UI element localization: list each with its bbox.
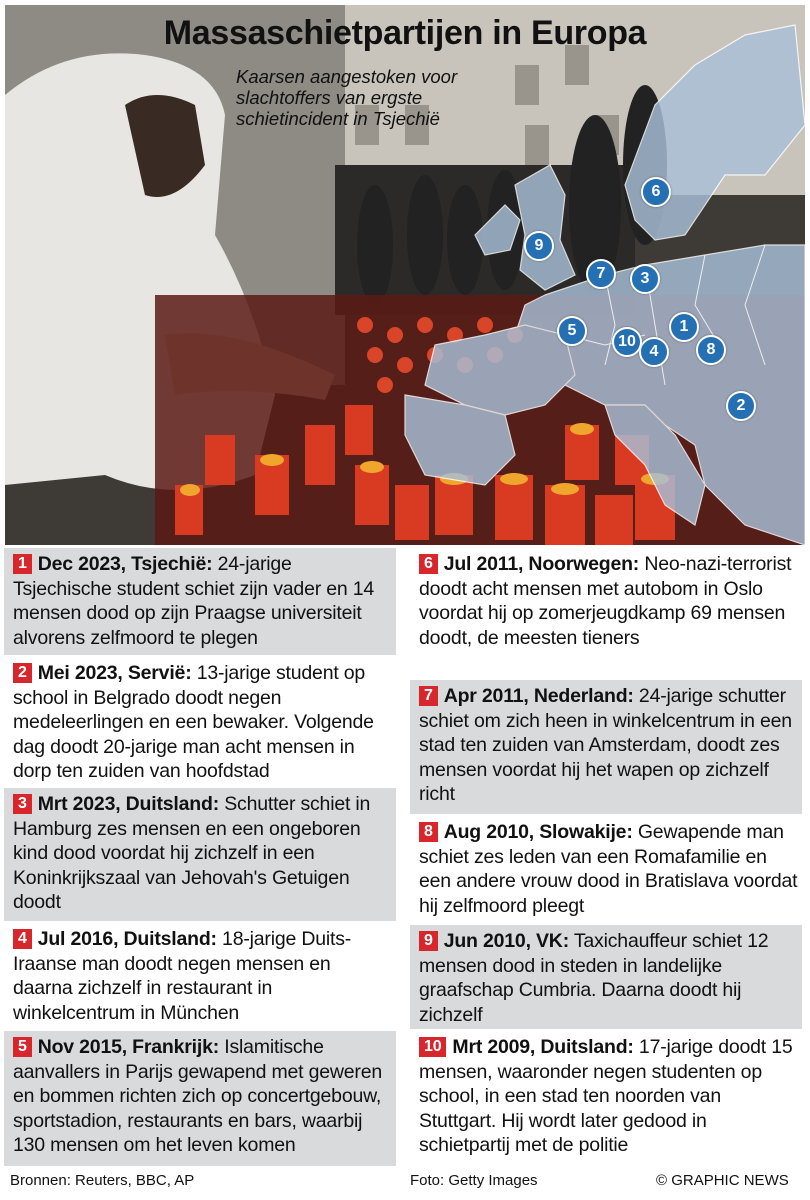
map-marker-8[interactable]: 8 [696,335,726,365]
incident-date-location: Aug 2010, Slowakije: [443,821,633,843]
map-marker-9[interactable]: 9 [524,231,554,261]
incident-description: Islamitische aanvallers in Parijs gewapend met geweren en bommen richten zich op concertgebouw, sportstadion, restaurants en bars, waarbij 130 mensen om het leven komen [13,1036,383,1156]
incident-description: 18-jarige Duits-Iraanse man doodt negen mensen en daarna zichzelf in restaurant in winkelcentrum in München [13,928,352,1024]
incident-number-badge: 6 [419,554,438,574]
incident-number-badge: 5 [13,1037,32,1057]
incident-date-location: Mei 2023, Servië: [37,662,192,684]
incident-date-location: Jul 2011, Noorwegen: [443,553,640,575]
incident-entry-2 [4,657,396,786]
incident-entry-4 [4,923,396,1029]
incident-description: Gewapende man schiet zes leden van een Romafamilie en een andere vrouw dood in Bratislava voordat hij zelfmoord pleegt [419,821,798,917]
map-marker-7[interactable]: 7 [586,259,616,289]
footer [0,1170,810,1194]
incident-entry-5 [4,1031,396,1166]
map-marker-5[interactable]: 5 [557,316,587,346]
photo-caption: Kaarsen aangestoken voor slachtoffers van ergste schietincident in Tsjechië [236,66,458,129]
incident-date-location: Mrt 2023, Duitsland: [37,793,219,815]
map-marker-10[interactable]: 10 [612,327,642,357]
incident-date-location: Nov 2015, Frankrijk: [37,1036,220,1058]
incident-date-location: Apr 2011, Nederland: [443,685,634,707]
incident-description: Schutter schiet in Hamburg zes mensen en een ongeboren kind dood voordat hij zichzelf in een Koninkrijkszaal van Jehovah's Getuigen doodt [13,793,371,913]
incident-number-badge: 4 [13,929,32,949]
incident-description: 17-jarige doodt 15 mensen, waaronder negen studenten op school, in een stad ten noorden van Stuttgart. Hij wordt later gedood in schietpartij met de politie [419,1036,793,1156]
incident-number-badge: 8 [419,822,438,842]
incident-entry-1 [4,548,396,655]
incident-date-location: Jun 2010, VK: [443,930,569,952]
incident-entry-8 [410,816,802,923]
incident-description: 24-jarige schutter schiet om zich heen in winkelcentrum in een stad ten zuiden van Amsterdam, doodt zes mensen voordat hij het wapen op zichzelf richt [419,685,792,805]
incident-number-badge: 1 [13,554,32,574]
map-marker-2[interactable]: 2 [726,391,756,421]
incident-entry-3 [4,788,396,921]
incident-entry-6 [410,548,802,678]
map-marker-1[interactable]: 1 [669,312,699,342]
map-marker-6[interactable]: 6 [641,177,671,207]
incident-date-location: Jul 2016, Duitsland: [37,928,217,950]
incident-entry-7 [410,680,802,814]
incident-number-badge: 7 [419,686,438,706]
incident-number-badge: 10 [419,1037,446,1057]
incident-description: 13-jarige student op school in Belgrado doodt negen medeleerlingen en een bewaker. Volgende dag doodt 20-jarige man acht mensen in dorp ten zuiden van hoofdstad [13,662,374,782]
incident-description: Neo-nazi-terrorist doodt acht mensen met autobom in Oslo voordat hij op zomerjeugdkamp 69 mensen doodt, de meesten tieners [419,553,792,649]
incident-date-location: Dec 2023, Tsjechië: [37,553,213,575]
incident-number-badge: 3 [13,794,32,814]
incident-number-badge: 9 [419,931,438,951]
incident-description: 24-jarige Tsjechische student schiet zijn vader en 14 mensen dood op zijn Praagse universiteit alvorens zelfmoord te plegen [13,553,375,649]
map-marker-3[interactable]: 3 [630,264,660,294]
incident-number-badge: 2 [13,663,32,683]
photo-credit: Foto: Getty Images [410,1172,538,1189]
incident-date-location: Mrt 2009, Duitsland: [452,1036,634,1058]
incident-description: Taxichauffeur schiet 12 mensen dood in steden in landelijke graafschap Cumbria. Daarna doodt hij zichzelf [419,930,769,1026]
publisher-credit: © GRAPHIC NEWS [656,1172,789,1189]
incident-entry-10 [410,1031,802,1166]
page-title: Massaschietpartijen in Europa [163,14,647,52]
map-marker-4[interactable]: 4 [639,337,669,367]
sources-credit: Bronnen: Reuters, BBC, AP [10,1172,195,1189]
incident-entry-9 [410,925,802,1029]
